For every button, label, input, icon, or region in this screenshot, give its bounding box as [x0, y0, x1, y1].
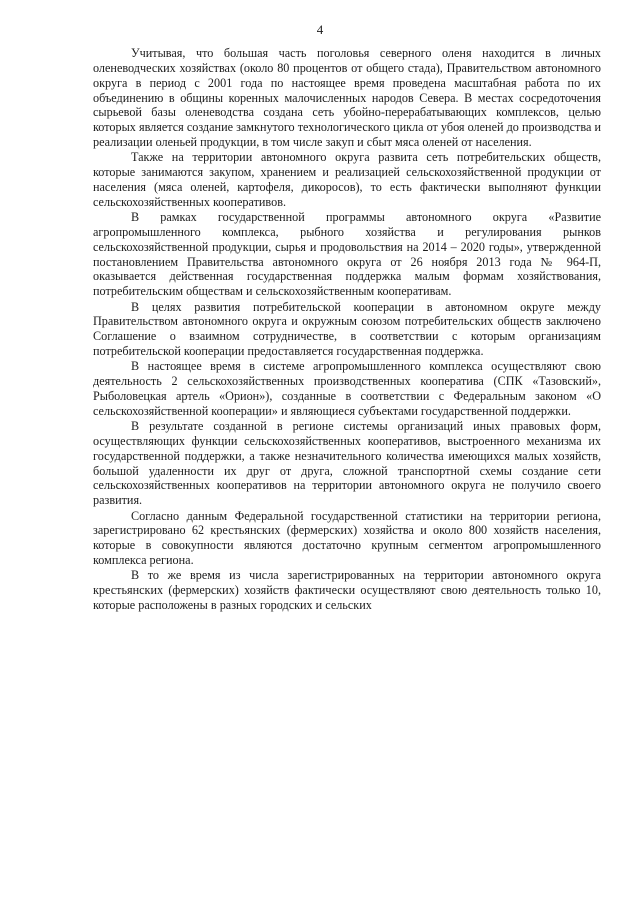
paragraph: В целях развития потребительской кооперации в автономном округе между Правительством автономного округа и окружным союзом потребительских обществ заключено Соглашение о взаимном сотрудничестве, в соответствии с которым организациям потребительской кооперации предоставляется государственная поддержка.: [93, 299, 601, 359]
paragraph: В настоящее время в системе агропромышленного комплекса осуществляют свою деятельность 2 сельскохозяйственных производственных кооператива (СПК «Тазовский», Рыболовецкая артель «Орион»), созданные в соответствии с Федеральным законом «О сельскохозяйственной кооперации» и являющиеся субъектами государственной поддержки.: [93, 359, 601, 418]
body-text: [93, 46, 601, 613]
page-number: 4: [316, 22, 324, 37]
paragraph: Также на территории автономного округа развита сеть потребительских обществ, которые занимаются закупом, хранением и реализацией сельскохозяйственной продукции от населения (мяса оленей, картофеля, дикоросов), то есть фактически выполняют функции сельскохозяйственных кооперативов.: [93, 150, 601, 209]
paragraph: В то же время из числа зарегистрированных на территории автономного округа крестьянских (фермерских) хозяйств фактически осуществляют свою деятельность только 10, которые расположены в разных городских и сельских: [93, 568, 601, 612]
paragraph: В рамках государственной программы автономного округа «Развитие агропромышленного комплекса, рыбного хозяйства и регулирования рынков сельскохозяйственной продукции, сырья и продовольствия на 2014 – 2020 годы», утвержденной постановлением Правительства автономного округа от 26 ноября 2013 года № 964-П, оказывается действенная государственная поддержка малым формам хозяйствования, потребительским обществам и сельскохозяйственным кооперативам.: [93, 210, 601, 299]
paragraph: В результате созданной в регионе системы организаций иных правовых форм, осуществляющих функции сельскохозяйственных кооперативов, выстроенного механизма их государственной поддержки, а также незначительного количества имеющихся малых хозяйств, большой удаленности их друг от друга, сложной транспортной схемы создание сети сельскохозяйственных кооперативов на территории автономного округа не получило своего развития.: [93, 419, 601, 508]
paragraph: Согласно данным Федеральной государственной статистики на территории региона, зарегистрировано 62 крестьянских (фермерских) хозяйства и около 800 хозяйств населения, которые в совокупности являются достаточно крупным сегментом агропромышленного комплекса региона.: [93, 508, 601, 568]
paragraph: Учитывая, что большая часть поголовья северного оленя находится в личных оленеводческих хозяйствах (около 80 процентов от общего стада), Правительством автономного округа в период с 2001 года по настоящее время проведена масштабная работа по их объединению в общины коренных малочисленных народов Севера. В местах сосредоточения сырьевой базы оленеводства создана сеть убойно-перерабатывающих комплексов, целью которых является создание замкнутого технологического цикла от убоя оленей до производства и реализации оленьей продукции, в том числе закуп и сбыт мяса оленей от населения.: [93, 46, 601, 150]
